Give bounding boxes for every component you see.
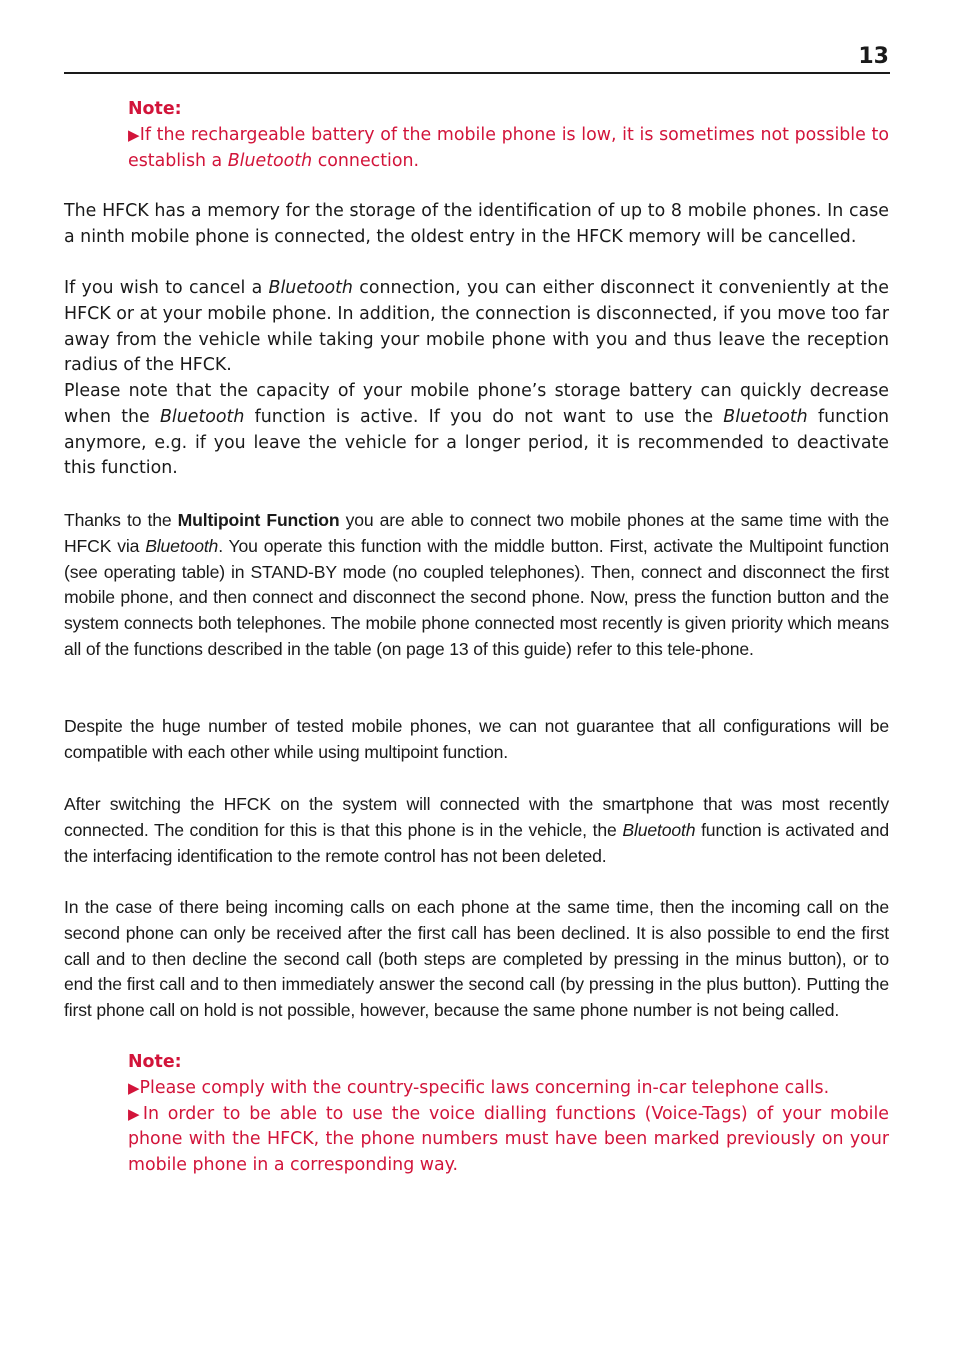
note-title: Note:	[128, 99, 182, 119]
paragraph-incoming-calls: In the case of there being incoming calls on each phone at the same time, then the incoming call on the second phone can only be received after the first call has been declined. It is also possible to end the first call and to then decline the second call (both steps are completed by pressing in the minus button), or to end the first call and to then immediately answer the second call (by pressing in the plus button). Putting the first phone call on hold is not possible, however, because the same phone number is not being called.	[64, 897, 889, 1021]
note-item	[128, 123, 889, 175]
page-number: 13	[858, 44, 889, 69]
paragraph-text: function is activated and the interfacing identification to the remote control has not been deleted.	[64, 819, 889, 866]
paragraph-compatibility: Despite the huge number of tested mobile phones, we can not guarantee that all configurations will be compatible with each other while using multipoint function.	[64, 716, 889, 762]
paragraph-auto-connect	[64, 792, 889, 869]
paragraph-text-italic: Bluetooth	[268, 278, 353, 298]
paragraph-text: you are able to connect two mobile phones at the same time with the HFCK via	[64, 510, 890, 556]
note-text: Please comply with the country-specific laws concerning in-car telephone calls.	[139, 1077, 830, 1098]
paragraph-cancel-connection	[64, 276, 889, 379]
paragraph-text-italic: Bluetooth	[159, 406, 245, 427]
note-item	[128, 1076, 889, 1102]
paragraph-multipoint	[64, 508, 889, 663]
arrow-right-icon: ▶	[128, 1078, 140, 1097]
note-text: If the rechargeable battery of the mobile phone is low, it is sometimes not possible to establish a	[128, 124, 889, 171]
note-text: connection.	[312, 150, 420, 171]
note-text-italic: Bluetooth	[227, 150, 313, 171]
paragraph-text-italic: Bluetooth	[622, 819, 696, 840]
paragraph-text: Thanks to the	[64, 510, 178, 530]
paragraph-memory: The HFCK has a memory for the storage of the identification of up to 8 mobile phones. In case a ninth mobile phone is connected, the oldest entry in the HFCK memory will be cancelled.	[64, 201, 889, 247]
paragraph-text: connection, you can either disconnect it conveniently at the HFCK or at your mobile phone. In addition, the connection is disconnected, if you move too far away from the vehicle while taking your mobile phone with you and thus leave the reception radius of the HFCK.	[64, 278, 889, 376]
paragraph-text-bold: Multipoint Function	[177, 510, 340, 530]
paragraph-text-italic: Bluetooth	[723, 406, 808, 427]
paragraph-text: Please note that the capacity of your mobile phone’s storage battery can quickly decrease when the	[64, 381, 889, 427]
note-title: Note:	[128, 1052, 182, 1072]
paragraph-text: . You operate this function with the middle button. First, activate the Multipoint function (see operating table) in STAND-BY mode (no coupled telephones). Then, connect and disconnect the first mobile phone, and then connect and disconnect the second phone. Now, press the function button and the system connects both telephones. The mobile phone connected most recently is given priority which means all of the functions described in the table (on page 13 of this guide) refer to this tele-phone.	[64, 535, 889, 659]
paragraph-text: After switching the HFCK on the system will connected with the smartphone that was most recently connected. The condition for this is that this phone is in the vehicle, the	[64, 794, 889, 840]
paragraph-text: function is active. If you do not want to use the	[244, 406, 724, 427]
paragraph-text: function anymore, e.g. if you leave the vehicle for a longer period, it is recommended to deactivate this function.	[64, 406, 889, 479]
paragraph-text: If you wish to cancel a	[64, 278, 269, 298]
arrow-right-icon: ▶	[128, 1104, 143, 1123]
arrow-right-icon: ▶	[128, 125, 140, 144]
paragraph-text-italic: Bluetooth	[145, 535, 219, 556]
note-battery-low	[128, 97, 889, 174]
note-item	[128, 1102, 889, 1179]
note-text: In order to be able to use the voice dialling functions (Voice-Tags) of your mobile phone with the HFCK, the phone numbers must have been marked previously on your mobile phone in a corresponding way.	[128, 1103, 889, 1176]
note-laws-voice-tags	[128, 1050, 889, 1179]
paragraph-battery-capacity	[64, 379, 889, 482]
header-divider	[64, 72, 890, 74]
